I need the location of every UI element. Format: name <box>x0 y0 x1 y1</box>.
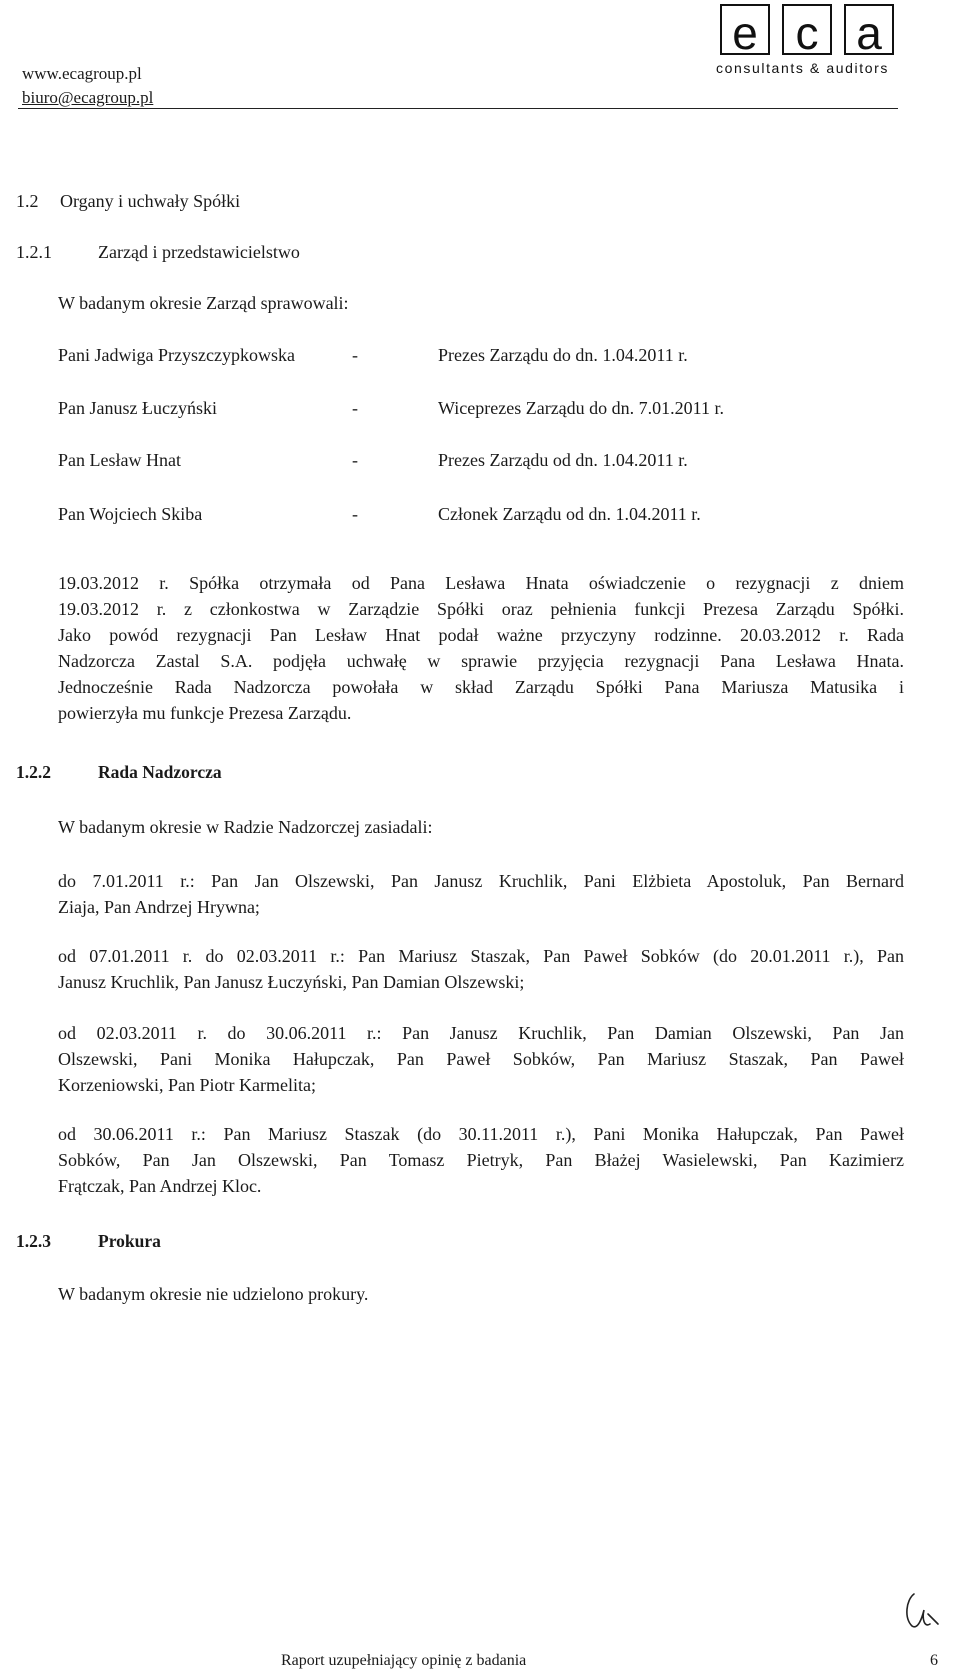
paragraph-line: Nadzorcza Zastal S.A. podjęła uchwałę w sprawie przyjęcia rezygnacji Pana Lesława Hnata. <box>58 651 904 671</box>
logo-letter-c: c <box>782 4 832 55</box>
paragraph-line: Ziaja, Pan Andrzej Hrywna; <box>58 897 260 917</box>
header-divider <box>18 108 898 109</box>
board-member-dash: - <box>352 398 358 418</box>
supervisory-period <box>58 1121 904 1199</box>
paragraph-line: Sobków, Pan Jan Olszewski, Pan Tomasz Pietryk, Pan Błażej Wasielewski, Pan Kazimierz <box>58 1150 904 1170</box>
board-member-dash: - <box>352 504 358 524</box>
paragraph-line: od 07.01.2011 r. do 02.03.2011 r.: Pan Mariusz Staszak, Pan Paweł Sobków (do 20.01.2011 r.), Pan <box>58 946 904 966</box>
supervisory-period <box>58 1020 904 1098</box>
website-link[interactable]: www.ecagroup.pl <box>22 64 142 83</box>
paragraph-line: powierzyła mu funkcje Prezesa Zarządu. <box>58 703 352 723</box>
page-number: 6 <box>930 1652 938 1669</box>
paragraph-line: do 7.01.2011 r.: Pan Jan Olszewski, Pan Janusz Kruchlik, Pani Elżbieta Apostoluk, Pan Bernard <box>58 871 904 891</box>
handwritten-initial-signature <box>900 1588 940 1638</box>
supervisory-period <box>58 943 904 995</box>
paragraph-line: 19.03.2012 r. z członkostwa w Zarządzie Spółki oraz pełnienia funkcji Prezesa Zarządu Spółki. <box>58 599 904 619</box>
board-member-dash: - <box>352 345 358 365</box>
board-member-name: Pan Wojciech Skiba <box>58 504 203 524</box>
paragraph-line: Jednocześnie Rada Nadzorcza powołała w skład Zarządu Spółki Pana Mariusza Matusika i <box>58 677 904 697</box>
section-1-2-3-title: Prokura <box>98 1231 161 1251</box>
paragraph-line: Jako powód rezygnacji Pan Lesław Hnat podał ważne przyczyny rodzinne. 20.03.2012 r. Rada <box>58 625 904 645</box>
paragraph-line: Olszewski, Pani Monika Hałupczak, Pan Paweł Sobków, Pan Mariusz Staszak, Pan Paweł <box>58 1049 904 1069</box>
board-member-role: Wiceprezes Zarządu do dn. 7.01.2011 r. <box>438 398 725 418</box>
section-1-2-1-number: 1.2.1 <box>16 242 52 262</box>
section-1-2-number: 1.2 <box>16 191 39 211</box>
board-member-name: Pani Jadwiga Przyszczypkowska <box>58 345 295 365</box>
board-member-name: Pan Janusz Łuczyński <box>58 398 217 418</box>
resignation-paragraph <box>58 570 904 726</box>
section-1-2-1-title: Zarząd i przedstawicielstwo <box>98 242 300 262</box>
logo-subtitle: consultants & auditors <box>716 60 889 76</box>
paragraph-line: od 02.03.2011 r. do 30.06.2011 r.: Pan Janusz Kruchlik, Pan Damian Olszewski, Pan Jan <box>58 1023 904 1043</box>
paragraph-line: Janusz Kruchlik, Pan Janusz Łuczyński, Pan Damian Olszewski; <box>58 972 525 992</box>
email-link[interactable]: biuro@ecagroup.pl <box>22 88 154 107</box>
paragraph-line: 19.03.2012 r. Spółka otrzymała od Pana Lesława Hnata oświadczenie o rezygnacji z dniem <box>58 573 904 593</box>
logo-letter-e: e <box>720 4 770 55</box>
section-1-2-2-number: 1.2.2 <box>16 762 51 782</box>
board-member-role: Prezes Zarządu od dn. 1.04.2011 r. <box>438 450 688 470</box>
supervisory-period <box>58 868 904 920</box>
board-member-role: Członek Zarządu od dn. 1.04.2011 r. <box>438 504 701 524</box>
board-member-dash: - <box>352 450 358 470</box>
paragraph-line: Frątczak, Pan Andrzej Kloc. <box>58 1176 262 1196</box>
supervisory-intro: W badanym okresie w Radzie Nadzorczej zasiadali: <box>58 817 433 837</box>
section-1-2-2-title: Rada Nadzorcza <box>98 762 222 782</box>
board-member-name: Pan Lesław Hnat <box>58 450 181 470</box>
board-intro: W badanym okresie Zarząd sprawowali: <box>58 293 349 313</box>
board-member-role: Prezes Zarządu do dn. 1.04.2011 r. <box>438 345 688 365</box>
logo-letter-a: a <box>844 4 894 55</box>
paragraph-line: Korzeniowski, Pan Piotr Karmelita; <box>58 1075 316 1095</box>
section-1-2-3-number: 1.2.3 <box>16 1231 51 1251</box>
footer-title: Raport uzupełniający opinię z badania <box>281 1652 527 1669</box>
paragraph-line: od 30.06.2011 r.: Pan Mariusz Staszak (do 30.11.2011 r.), Pani Monika Hałupczak, Pan Paweł <box>58 1124 904 1144</box>
section-1-2-title: Organy i uchwały Spółki <box>60 191 241 211</box>
procura-text: W badanym okresie nie udzielono prokury. <box>58 1284 369 1304</box>
